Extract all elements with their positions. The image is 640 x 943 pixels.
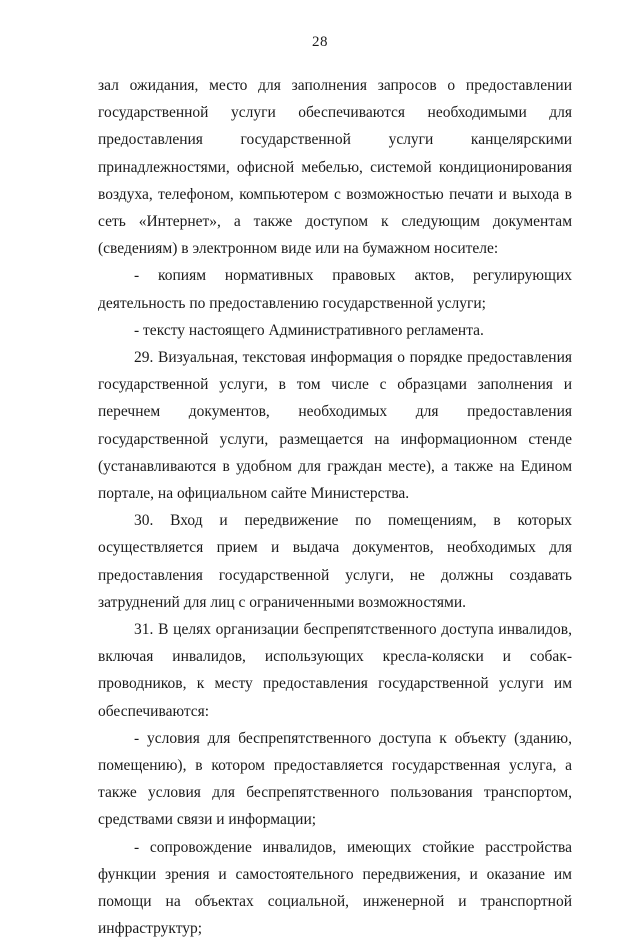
paragraph-continuation: зал ожидания, место для заполнения запросов о предоставлении государственной услуги обеспечиваются необходимыми для предоставления государственной услуги канцелярскими принадлежностями, офисной мебелью, системой кондиционирования воздуха, телефоном, компьютером с возможностью печати и выхода в сеть «Интернет», а также доступом к следующим документам (сведениям) в электронном виде или на бумажном носителе: [98,77,572,258]
document-body [98,72,572,943]
list-item: - сопровождение инвалидов, имеющих стойкие расстройства функции зрения и самостоятельного передвижения, и оказание им помощи на объектах социальной, инженерной и транспортной инфраструктур; [98,838,572,938]
paragraph-31: 31. В целях организации беспрепятственного доступа инвалидов, включая инвалидов, использующих кресла-коляски и собак-проводников, к месту предоставления государственной услуги им обеспечиваются: [98,621,572,720]
paragraph-30: 30. Вход и передвижение по помещениям, в которых осуществляется прием и выдача документов, необходимых для предоставления государственной услуги, не должны создавать затруднений для лиц с ограниченными возможностями. [98,512,572,611]
paragraph-29: 29. Визуальная, текстовая информация о порядке предоставления государственной услуги, в том числе с образцами заполнения и перечнем документов, необходимых для предоставления государственной услуги, размещается на информационном стенде (устанавливаются в удобном для граждан месте), а также на Едином портале, на официальном сайте Министерства. [98,349,572,503]
list-item: - копиям нормативных правовых актов, регулирующих деятельность по предоставлению государственной услуги; [98,267,572,312]
list-item: - тексту настоящего Административного регламента. [134,321,484,339]
list-item: - условия для беспрепятственного доступа к объекту (зданию, помещению), в котором предоставляется государственная услуга, а также условия для беспрепятственного пользования транспортом, средствами связи и информации; [98,729,572,829]
page-number: 28 [312,34,328,50]
